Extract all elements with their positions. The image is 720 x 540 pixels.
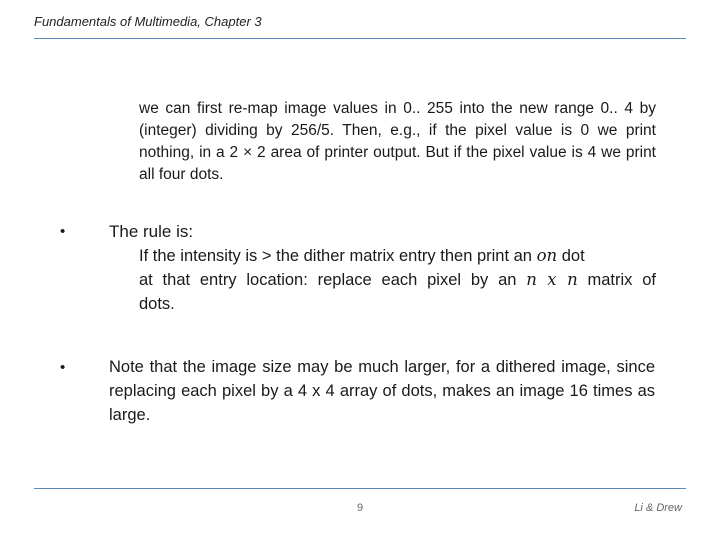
rule-line1-pre: If the intensity is > the dither matrix entry then print an [139,247,537,265]
rule-heading: The rule is: [109,222,194,241]
rule-body-line-3: dots. [139,295,175,313]
rule-body-line-1 [139,244,656,268]
rule-line1-post: dot [557,247,585,265]
rule-body-line-2 [139,268,656,292]
rule-line1-emphasis: on [536,246,558,265]
page-number: 9 [356,502,364,514]
intro-paragraph: we can first re-map image values in 0.. 255 into the new range 0.. 4 by (integer) dividing by 256/5. Then, e.g., if the pixel value is 0 we print nothing, in a 2 × 2 area of printer output. But if the pixel value is 4 we print all four dots. [139,100,656,183]
header-divider [34,38,686,39]
bullet-marker-note: • [60,359,66,376]
footer-divider [34,488,686,489]
rule-line2-pre: at that entry location: replace each pixel by an [139,271,527,289]
header-title: Fundamentals of Multimedia, Chapter 3 [34,14,262,29]
rule-line2-post: matrix of [577,271,656,289]
bullet-marker-rule: • [60,223,66,240]
rule-line2-emphasis: n x n [526,270,578,289]
footer-author: Li & Drew [634,502,682,514]
note-paragraph: Note that the image size may be much larger, for a dithered image, since replacing each pixel by a 4 x 4 array of dots, makes an image 16 times as large. [109,358,655,424]
